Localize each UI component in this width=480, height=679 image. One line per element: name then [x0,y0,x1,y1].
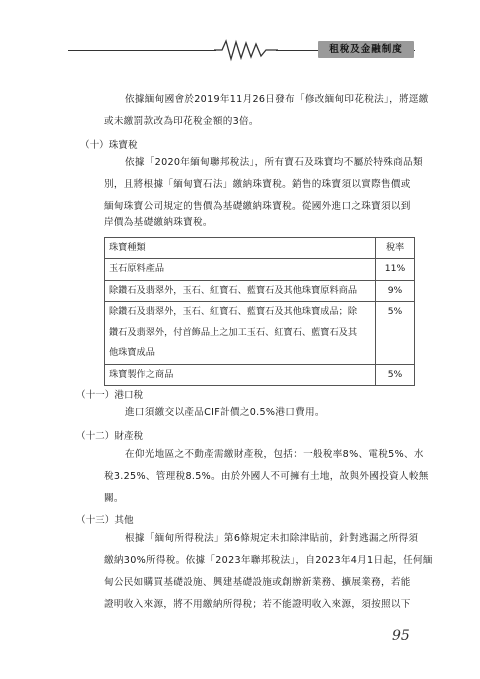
section-heading-port-tax: （十一）港口稅 [76,390,144,401]
table-cell-type [105,302,376,365]
table-row [105,302,415,365]
table-cell-type: 珠寶製作之商品 [105,364,376,386]
header-wave-decoration [214,38,278,62]
paragraph-line: 在仰光地區之不動產需繳財產稅，包括：一般稅率8%、電稅5%、水 [125,449,424,460]
paragraph-line: 依據緬甸國會於2019年11月26日發布「修改緬甸印花稅法」，將逕繳 [125,94,429,105]
page-number: 95 [392,628,410,644]
table-cell-type: 玉石原料產品 [105,259,376,281]
paragraph-line: 或未繳罰款改為印花稅金額的3倍。 [104,116,259,127]
table-cell-rate: 5% [376,302,415,365]
table-header-row [105,238,415,259]
paragraph-line: 依據「2020年緬甸聯邦稅法」，所有寶石及珠寶均不屬於特殊商品類 [125,157,423,168]
section-heading-other: （十三）其他 [76,515,134,526]
table-row [105,259,415,281]
table-cell-rate: 11% [376,259,415,281]
section-heading-jewelry-tax: （十）珠寶稅 [80,140,138,151]
table-row [105,364,415,386]
running-header-title: 租稅及金融制度 [329,44,403,55]
table-cell-type: 除鑽石及翡翠外，玉石、紅寶石、藍寶石及其他珠寶原料商品 [105,280,376,302]
paragraph-line: 繳納30%所得稅。依據「2023年聯邦稅法」，自2023年4月1日起，任何緬 [104,555,433,566]
paragraph-line: 根據「緬甸所得稅法」第6條規定未扣除津貼前，針對逃漏之所得須 [125,533,419,544]
header-rule-left [68,50,216,51]
table-header-rate: 稅率 [376,238,415,259]
table-header-type: 珠寶種類 [105,238,376,259]
table-cell-line: 鑽石及翡翠外，付首飾品上之加工玉石、紅寶石、藍寶石及其 [109,326,358,338]
table-cell-rate: 5% [376,364,415,386]
table-cell-line: 除鑽石及翡翠外，玉石、紅寶石、藍寶石及其他珠寶成品；除 [109,306,358,317]
paragraph-line: 證明收入來源，將不用繳納所得稅；若不能證明收入來源，須按照以下 [104,599,411,610]
table-row [105,280,415,302]
section-heading-property-tax: （十二）財產稅 [76,431,144,442]
paragraph-line: 緬甸珠寶公司規定的售價為基礎繳納珠寶稅。從國外進口之珠寶須以到 [104,201,411,212]
paragraph-line: 甸公民如購買基礎設施、興建基礎設施或創辦新業務、擴展業務，若能 [104,577,411,588]
table-cell-line: 他珠寶成品 [109,347,155,358]
paragraph-line: 關。 [104,493,124,504]
paragraph-line: 別，且將根據「緬甸寶石法」繳納珠寶稅。銷售的珠寶須以實際售價或 [104,179,411,190]
table-cell-rate: 9% [376,280,415,302]
paragraph-line: 稅3.25%、管理稅8.5%。由於外國人不可擁有土地，故與外國投資人較無 [104,471,429,482]
paragraph-line: 進口須繳交以產品CIF計價之0.5%港口費用。 [125,407,325,418]
paragraph-line: 岸價為基礎繳納珠寶稅。 [104,217,213,228]
jewelry-tax-table [104,237,415,386]
